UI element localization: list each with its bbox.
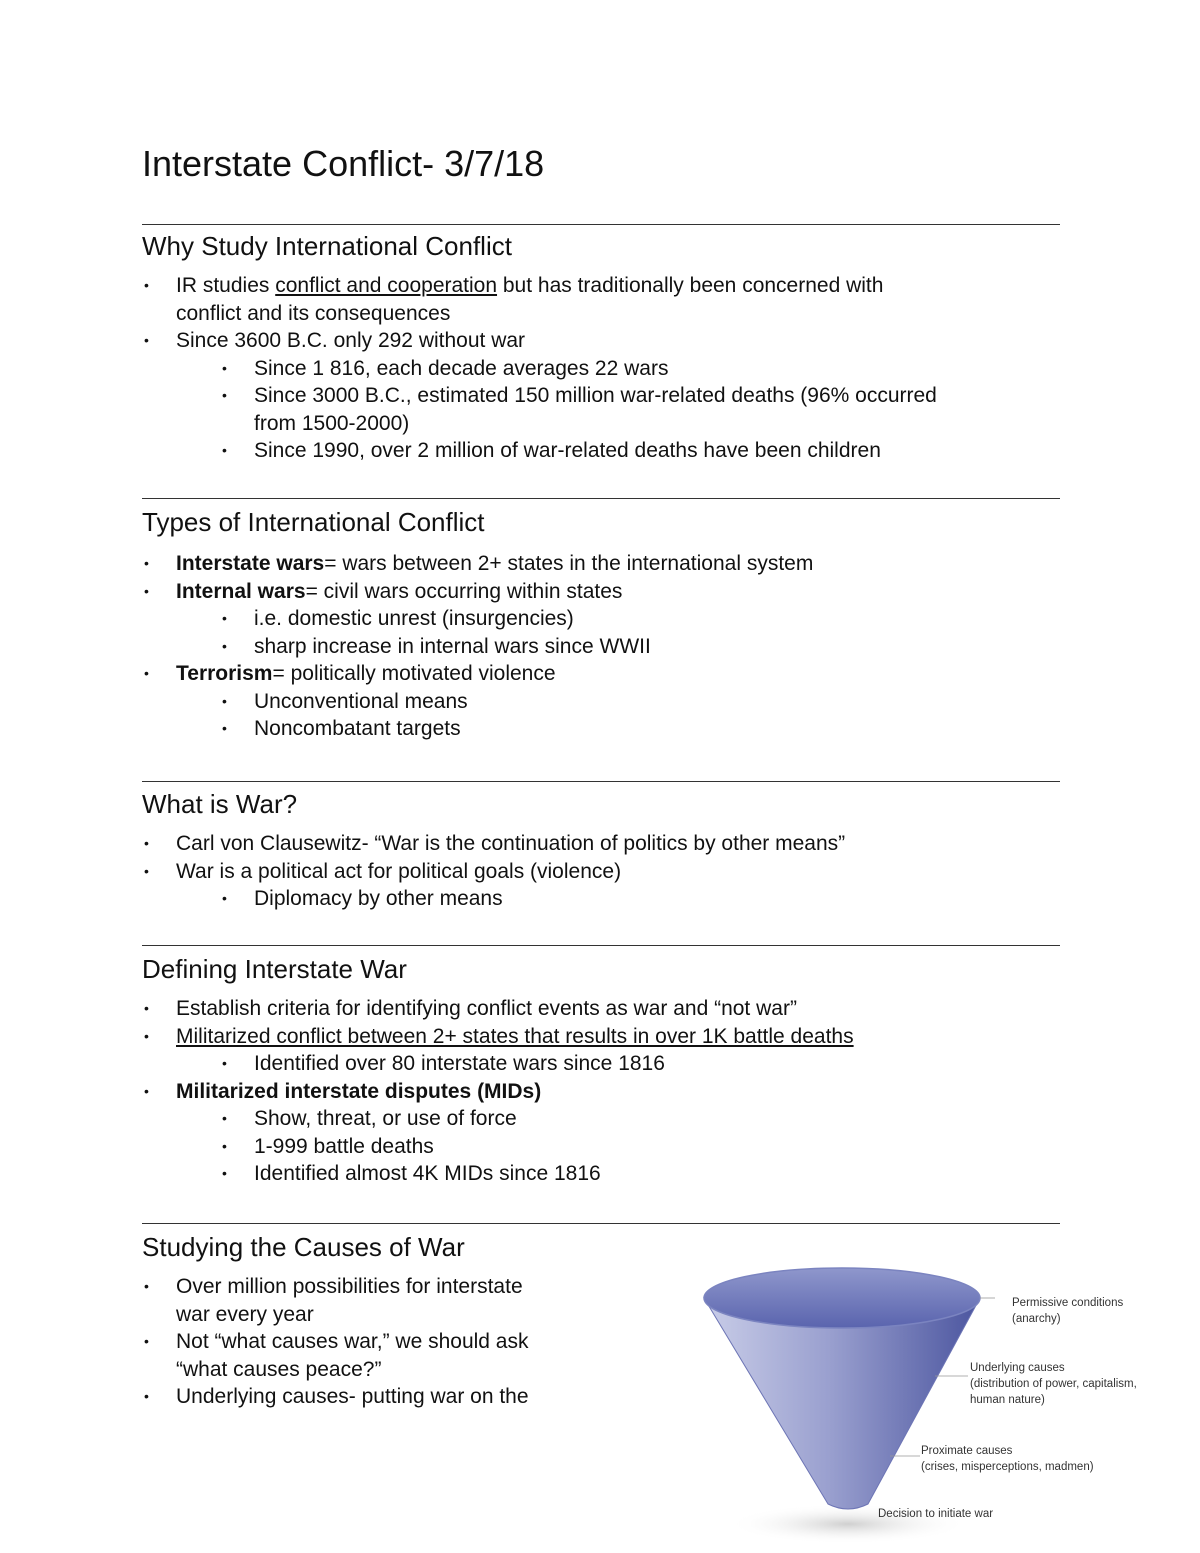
funnel-body: [704, 1298, 980, 1509]
section-defining: [142, 995, 854, 1188]
list-item: • Over million possibilities for interstate: [144, 1275, 523, 1298]
list-item-continuation: conflict and its consequences: [176, 301, 451, 325]
list-subitem: • Noncombatant targets: [222, 717, 461, 740]
page-title: Interstate Conflict- 3/7/18: [142, 143, 545, 184]
list-subitem: • Diplomacy by other means: [222, 887, 503, 910]
list-item: • Carl von Clausewitz- “War is the continuation of politics by other means”: [144, 832, 846, 855]
causes-funnel-diagram: [690, 1258, 1170, 1550]
section-heading: Types of International Conflict: [142, 507, 485, 537]
list-item: • Underlying causes- putting war on the: [144, 1385, 529, 1408]
funnel-top: [704, 1268, 980, 1328]
list-subitem: • Since 3000 B.C., estimated 150 million war-related deaths (96% occurred: [222, 384, 937, 407]
list-item: • IR studies conflict and cooperation but has traditionally been concerned with: [144, 274, 884, 297]
list-subitem: • Show, threat, or use of force: [222, 1107, 517, 1130]
section-divider: [142, 781, 1060, 782]
section-divider: [142, 945, 1060, 946]
decision-label: Decision to initiate war: [878, 1508, 994, 1520]
list-item: • Militarized conflict between 2+ states that results in over 1K battle deaths: [144, 1024, 854, 1048]
list-subitem: • 1-999 battle deaths: [222, 1134, 434, 1158]
permissive-label: Permissive conditions (anarchy): [1012, 1297, 1124, 1325]
list-item: • Internal wars= civil wars occurring within states: [144, 579, 623, 603]
list-item-continuation: war every year: [176, 1302, 314, 1326]
list-subitem: • i.e. domestic unrest (insurgencies): [222, 607, 574, 630]
list-subitem-continuation: from 1500-2000): [254, 411, 410, 435]
list-item: • Not “what causes war,” we should ask: [144, 1330, 529, 1353]
section-heading: Defining Interstate War: [142, 954, 407, 984]
section-heading: Studying the Causes of War: [142, 1232, 465, 1262]
proximate-label: Proximate causes (crises, misperceptions, madmen): [921, 1445, 1094, 1473]
list-subitem: • Since 1 816, each decade averages 22 wars: [222, 356, 669, 380]
list-subitem: • Since 1990, over 2 million of war-related deaths have been children: [222, 439, 881, 462]
list-subitem: • Unconventional means: [222, 689, 468, 713]
list-subitem: • sharp increase in internal wars since WWII: [222, 634, 651, 658]
underlying-label: Underlying causes (distribution of power, capitalism, human nature): [970, 1362, 1137, 1406]
section-causes: [142, 1273, 529, 1411]
section-divider: [142, 224, 1060, 225]
list-item: • Interstate wars= wars between 2+ states in the international system: [144, 552, 814, 575]
list-subitem: • Identified over 80 interstate wars since 1816: [222, 1052, 665, 1075]
section-heading: What is War?: [142, 789, 298, 819]
list-item: • Establish criteria for identifying conflict events as war and “not war”: [144, 997, 797, 1020]
section-divider: [142, 1223, 1060, 1224]
section-types: [142, 550, 813, 743]
section-divider: [142, 498, 1060, 499]
list-item: • Since 3600 B.C. only 292 without war: [144, 329, 526, 352]
list-item: • Militarized interstate disputes (MIDs): [144, 1079, 542, 1103]
section-heading: Why Study International Conflict: [142, 231, 512, 261]
list-item-continuation: “what causes peace?”: [176, 1357, 382, 1381]
list-item: • War is a political act for political goals (violence): [144, 859, 622, 883]
list-subitem: • Identified almost 4K MIDs since 1816: [222, 1162, 601, 1185]
list-item: • Terrorism= politically motivated violence: [144, 662, 556, 685]
section-what-is-war: [142, 830, 845, 913]
section-why-study: [142, 272, 937, 465]
